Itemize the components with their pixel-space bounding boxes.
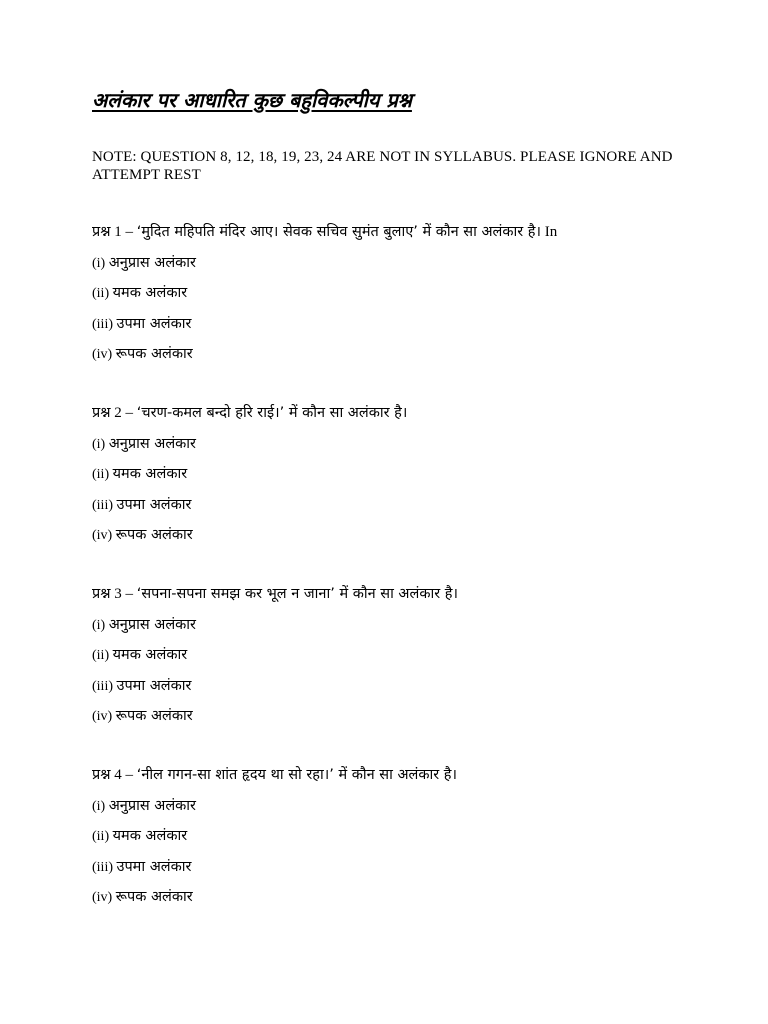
question-text	[92, 764, 692, 786]
option-ii	[92, 463, 692, 485]
option-ii	[92, 825, 692, 847]
option-iii	[92, 313, 692, 335]
option-label: अनुप्रास अलंकार	[108, 616, 196, 633]
option-number: (iii)	[92, 316, 113, 332]
option-number: (iv)	[92, 709, 113, 724]
option-number: (i)	[92, 617, 106, 633]
question-4	[92, 764, 692, 908]
question-prefix: प्रश्न	[92, 224, 111, 240]
question-number: 3 –	[114, 586, 134, 602]
option-label: रूपक अलंकार	[115, 346, 193, 362]
question-text	[92, 402, 692, 424]
option-number: (iii)	[92, 497, 113, 513]
option-i	[92, 252, 692, 274]
option-number: (ii)	[92, 286, 110, 301]
question-prefix: प्रश्न	[92, 586, 111, 602]
option-label: अनुप्रास अलंकार	[108, 254, 196, 271]
option-number: (iv)	[92, 890, 113, 905]
option-label: रूपक अलंकार	[115, 527, 193, 543]
option-number: (i)	[92, 436, 106, 452]
option-label: यमक अलंकार	[112, 466, 188, 482]
option-label: उपमा अलंकार	[116, 496, 192, 513]
option-number: (ii)	[92, 829, 110, 844]
question-suffix: In	[544, 224, 558, 240]
option-label: अनुप्रास अलंकार	[108, 797, 196, 814]
option-number: (iv)	[92, 528, 113, 543]
question-prefix: प्रश्न	[92, 767, 111, 783]
option-label: अनुप्रास अलंकार	[108, 435, 196, 452]
option-number: (ii)	[92, 648, 110, 663]
syllabus-note: NOTE: QUESTION 8, 12, 18, 19, 23, 24 ARE NOT IN SYLLABUS. PLEASE IGNORE AND ATTEMPT REST	[92, 149, 673, 183]
page-title: अलंकार पर आधारित कुछ बहुविकल्पीय प्रश्न	[92, 88, 412, 112]
question-1	[92, 221, 692, 365]
option-number: (iii)	[92, 859, 113, 875]
option-number: (ii)	[92, 467, 110, 482]
option-number: (iv)	[92, 347, 113, 362]
option-i	[92, 614, 692, 636]
option-iv	[92, 886, 692, 908]
option-i	[92, 795, 692, 817]
question-text	[92, 221, 692, 243]
question-body: ‘चरण-कमल बन्दो हरि राई।’ में कौन सा अलंकार है।	[136, 405, 408, 421]
option-i	[92, 433, 692, 455]
option-ii	[92, 644, 692, 666]
option-iii	[92, 856, 692, 878]
question-body: ‘नील गगन-सा शांत हृदय था सो रहा।’ में कौन सा अलंकार है।	[136, 767, 457, 783]
option-label: उपमा अलंकार	[116, 858, 192, 875]
question-number: 1 –	[114, 224, 134, 240]
question-text	[92, 583, 692, 605]
question-3	[92, 583, 692, 727]
option-iv	[92, 705, 692, 727]
option-number: (i)	[92, 255, 106, 271]
option-iv	[92, 524, 692, 546]
question-2	[92, 402, 692, 546]
option-label: रूपक अलंकार	[115, 708, 193, 724]
option-ii	[92, 282, 692, 304]
option-label: उपमा अलंकार	[116, 315, 192, 332]
option-number: (i)	[92, 798, 106, 814]
option-label: रूपक अलंकार	[115, 889, 193, 905]
question-body: ‘सपना-सपना समझ कर भूल न जाना’ में कौन सा अलंकार है।	[136, 586, 458, 602]
question-prefix: प्रश्न	[92, 405, 111, 421]
question-number: 4 –	[114, 767, 134, 783]
option-label: यमक अलंकार	[112, 647, 188, 663]
option-iii	[92, 675, 692, 697]
option-label: यमक अलंकार	[112, 828, 188, 844]
option-number: (iii)	[92, 678, 113, 694]
option-iv	[92, 343, 692, 365]
option-label: यमक अलंकार	[112, 285, 188, 301]
option-iii	[92, 494, 692, 516]
question-number: 2 –	[114, 405, 134, 421]
option-label: उपमा अलंकार	[116, 677, 192, 694]
question-body: ‘मुदित महिपति मंदिर आए। सेवक सचिव सुमंत बुलाए’ में कौन सा अलंकार है।	[136, 224, 541, 240]
